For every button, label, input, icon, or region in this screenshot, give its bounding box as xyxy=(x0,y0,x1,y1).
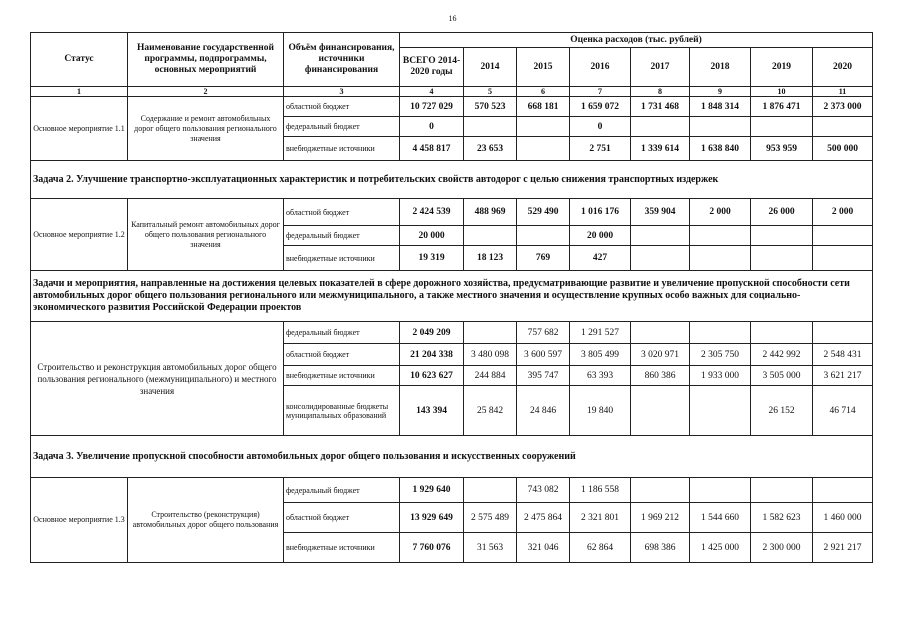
year-value xyxy=(517,137,570,161)
year-value xyxy=(751,226,813,246)
year-value: 860 386 xyxy=(631,366,690,386)
year-value: 698 386 xyxy=(631,533,690,563)
total-value: 20 000 xyxy=(400,226,464,246)
year-value xyxy=(464,478,517,503)
year-value: 244 884 xyxy=(464,366,517,386)
year-value: 2 548 431 xyxy=(813,344,873,366)
year-value: 2 442 992 xyxy=(751,344,813,366)
total-value: 4 458 817 xyxy=(400,137,464,161)
funding-source: внебюджетные источники xyxy=(284,246,400,271)
year-value: 1 291 527 xyxy=(570,322,631,344)
year-value: 23 653 xyxy=(464,137,517,161)
year-value: 25 842 xyxy=(464,386,517,436)
expenses-table xyxy=(30,32,873,563)
activity-name: Содержание и ремонт автомобильных дорог общего пользования регионального значения xyxy=(128,97,284,161)
year-value: 1 638 840 xyxy=(690,137,751,161)
column-number: 10 xyxy=(751,87,813,97)
year-value: 1 460 000 xyxy=(813,503,873,533)
year-value: 2 575 489 xyxy=(464,503,517,533)
funding-source: внебюджетные источники xyxy=(284,366,400,386)
year-value: 500 000 xyxy=(813,137,873,161)
year-value: 1 933 000 xyxy=(690,366,751,386)
total-value: 143 394 xyxy=(400,386,464,436)
year-value: 62 864 xyxy=(570,533,631,563)
year-value xyxy=(751,246,813,271)
activity-name: Строительство (реконструкция) автомобильных дорог общего пользования xyxy=(128,478,284,563)
year-value: 359 904 xyxy=(631,199,690,226)
year-value xyxy=(813,117,873,137)
total-value: 10 727 029 xyxy=(400,97,464,117)
column-number: 6 xyxy=(517,87,570,97)
header-year: 2018 xyxy=(690,48,751,87)
funding-source: федеральный бюджет xyxy=(284,322,400,344)
year-value xyxy=(464,226,517,246)
total-value: 21 204 338 xyxy=(400,344,464,366)
column-number: 11 xyxy=(813,87,873,97)
header-year: 2015 xyxy=(517,48,570,87)
year-value: 24 846 xyxy=(517,386,570,436)
total-value: 2 424 539 xyxy=(400,199,464,226)
year-value: 3 020 971 xyxy=(631,344,690,366)
year-value: 953 959 xyxy=(751,137,813,161)
year-value: 18 123 xyxy=(464,246,517,271)
year-value: 63 393 xyxy=(570,366,631,386)
year-value: 2 000 xyxy=(813,199,873,226)
funding-source: внебюджетные источники xyxy=(284,533,400,563)
year-value xyxy=(813,246,873,271)
year-value xyxy=(813,322,873,344)
year-value: 2 751 xyxy=(570,137,631,161)
year-value xyxy=(464,322,517,344)
column-number: 2 xyxy=(128,87,284,97)
year-value: 2 373 000 xyxy=(813,97,873,117)
total-value: 19 319 xyxy=(400,246,464,271)
year-value: 3 505 000 xyxy=(751,366,813,386)
year-value xyxy=(631,117,690,137)
activity-name: Строительство и реконструкция автомобильных дорог общего пользования регионального (межмуниципального) и местного значения xyxy=(31,322,284,436)
year-value xyxy=(631,322,690,344)
header-name: Наименование государственной программы, подпрограммы, основных мероприятий xyxy=(128,33,284,87)
year-value xyxy=(690,117,751,137)
column-number: 3 xyxy=(284,87,400,97)
header-funding: Объём финансирования, источники финансирования xyxy=(284,33,400,87)
header-year: 2016 xyxy=(570,48,631,87)
year-value xyxy=(813,478,873,503)
header-year: 2017 xyxy=(631,48,690,87)
funding-source: областной бюджет xyxy=(284,97,400,117)
year-value xyxy=(751,478,813,503)
data-row xyxy=(31,478,873,503)
header-year: 2020 xyxy=(813,48,873,87)
task-row xyxy=(31,161,873,199)
activity-status: Основное мероприятие 1.3 xyxy=(31,478,128,563)
year-value: 757 682 xyxy=(517,322,570,344)
activity-status: Основное мероприятие 1.2 xyxy=(31,199,128,271)
column-number: 4 xyxy=(400,87,464,97)
year-value: 2 300 000 xyxy=(751,533,813,563)
year-value: 3 480 098 xyxy=(464,344,517,366)
header-year: 2019 xyxy=(751,48,813,87)
funding-source: консолидированные бюджеты муниципальных образований xyxy=(284,386,400,436)
year-value xyxy=(464,117,517,137)
total-value: 13 929 649 xyxy=(400,503,464,533)
year-value xyxy=(517,117,570,137)
year-value: 20 000 xyxy=(570,226,631,246)
funding-source: федеральный бюджет xyxy=(284,478,400,503)
header-status: Статус xyxy=(31,33,128,87)
column-number: 5 xyxy=(464,87,517,97)
year-value xyxy=(690,322,751,344)
year-value: 488 969 xyxy=(464,199,517,226)
column-number: 9 xyxy=(690,87,751,97)
column-number: 8 xyxy=(631,87,690,97)
funding-source: областной бюджет xyxy=(284,199,400,226)
year-value: 1 016 176 xyxy=(570,199,631,226)
year-value: 3 805 499 xyxy=(570,344,631,366)
task-title: Задача 3. Увеличение пропускной способности автомобильных дорог общего пользования и искусственных сооружений xyxy=(31,436,873,478)
year-value: 2 305 750 xyxy=(690,344,751,366)
header-total: ВСЕГО 2014-2020 годы xyxy=(400,48,464,87)
year-value: 1 425 000 xyxy=(690,533,751,563)
data-row xyxy=(31,97,873,117)
total-value: 10 623 627 xyxy=(400,366,464,386)
year-value xyxy=(751,117,813,137)
year-value: 26 000 xyxy=(751,199,813,226)
year-value xyxy=(631,386,690,436)
year-value xyxy=(631,226,690,246)
year-value xyxy=(690,246,751,271)
total-value: 0 xyxy=(400,117,464,137)
year-value: 570 523 xyxy=(464,97,517,117)
year-value: 743 082 xyxy=(517,478,570,503)
header-year: 2014 xyxy=(464,48,517,87)
year-value xyxy=(690,226,751,246)
year-value xyxy=(690,386,751,436)
year-value: 529 490 xyxy=(517,199,570,226)
year-value: 2 321 801 xyxy=(570,503,631,533)
header-row xyxy=(31,33,873,48)
funding-source: федеральный бюджет xyxy=(284,226,400,246)
year-value xyxy=(751,322,813,344)
task-row xyxy=(31,271,873,322)
funding-source: областной бюджет xyxy=(284,503,400,533)
year-value: 1 731 468 xyxy=(631,97,690,117)
header-estimate: Оценка расходов (тыс. рублей) xyxy=(400,33,873,48)
year-value: 0 xyxy=(570,117,631,137)
year-value: 395 747 xyxy=(517,366,570,386)
funding-source: областной бюджет xyxy=(284,344,400,366)
year-value: 46 714 xyxy=(813,386,873,436)
year-value: 769 xyxy=(517,246,570,271)
year-value xyxy=(631,246,690,271)
task-row xyxy=(31,436,873,478)
total-value: 1 929 640 xyxy=(400,478,464,503)
total-value: 7 760 076 xyxy=(400,533,464,563)
column-number: 7 xyxy=(570,87,631,97)
column-number: 1 xyxy=(31,87,128,97)
task-title: Задачи и мероприятия, направленные на достижения целевых показателей в сфере дорожного хозяйства, предусматривающие развитие и увеличение пропускной способности сети автомобильных дорог общего пользования регионального или межмуниципального, а также местного значения и осуществление крупных особо важных для социально-экономического развития Российской Федерации проектов xyxy=(31,271,873,322)
year-value: 1 876 471 xyxy=(751,97,813,117)
column-numbers-row xyxy=(31,87,873,97)
year-value: 1 848 314 xyxy=(690,97,751,117)
funding-source: федеральный бюджет xyxy=(284,117,400,137)
year-value: 668 181 xyxy=(517,97,570,117)
year-value: 427 xyxy=(570,246,631,271)
total-value: 2 049 209 xyxy=(400,322,464,344)
year-value: 26 152 xyxy=(751,386,813,436)
year-value: 3 621 217 xyxy=(813,366,873,386)
data-row xyxy=(31,322,873,344)
task-title: Задача 2. Улучшение транспортно-эксплуатационных характеристик и потребительских свойств автодорог с целью снижения транспортных издержек xyxy=(31,161,873,199)
year-value: 31 563 xyxy=(464,533,517,563)
year-value: 2 921 217 xyxy=(813,533,873,563)
year-value: 1 969 212 xyxy=(631,503,690,533)
year-value: 321 046 xyxy=(517,533,570,563)
funding-source: внебюджетные источники xyxy=(284,137,400,161)
year-value: 3 600 597 xyxy=(517,344,570,366)
year-value xyxy=(813,226,873,246)
year-value: 1 339 614 xyxy=(631,137,690,161)
year-value xyxy=(690,478,751,503)
year-value: 1 659 072 xyxy=(570,97,631,117)
activity-name: Капитальный ремонт автомобильных дорог общего пользования регионального значения xyxy=(128,199,284,271)
activity-status: Основное мероприятие 1.1 xyxy=(31,97,128,161)
page-number: 16 xyxy=(448,14,457,23)
year-value: 1 582 623 xyxy=(751,503,813,533)
data-row xyxy=(31,199,873,226)
year-value xyxy=(517,226,570,246)
year-value: 1 186 558 xyxy=(570,478,631,503)
year-value: 19 840 xyxy=(570,386,631,436)
year-value: 2 475 864 xyxy=(517,503,570,533)
year-value: 1 544 660 xyxy=(690,503,751,533)
year-value: 2 000 xyxy=(690,199,751,226)
year-value xyxy=(631,478,690,503)
